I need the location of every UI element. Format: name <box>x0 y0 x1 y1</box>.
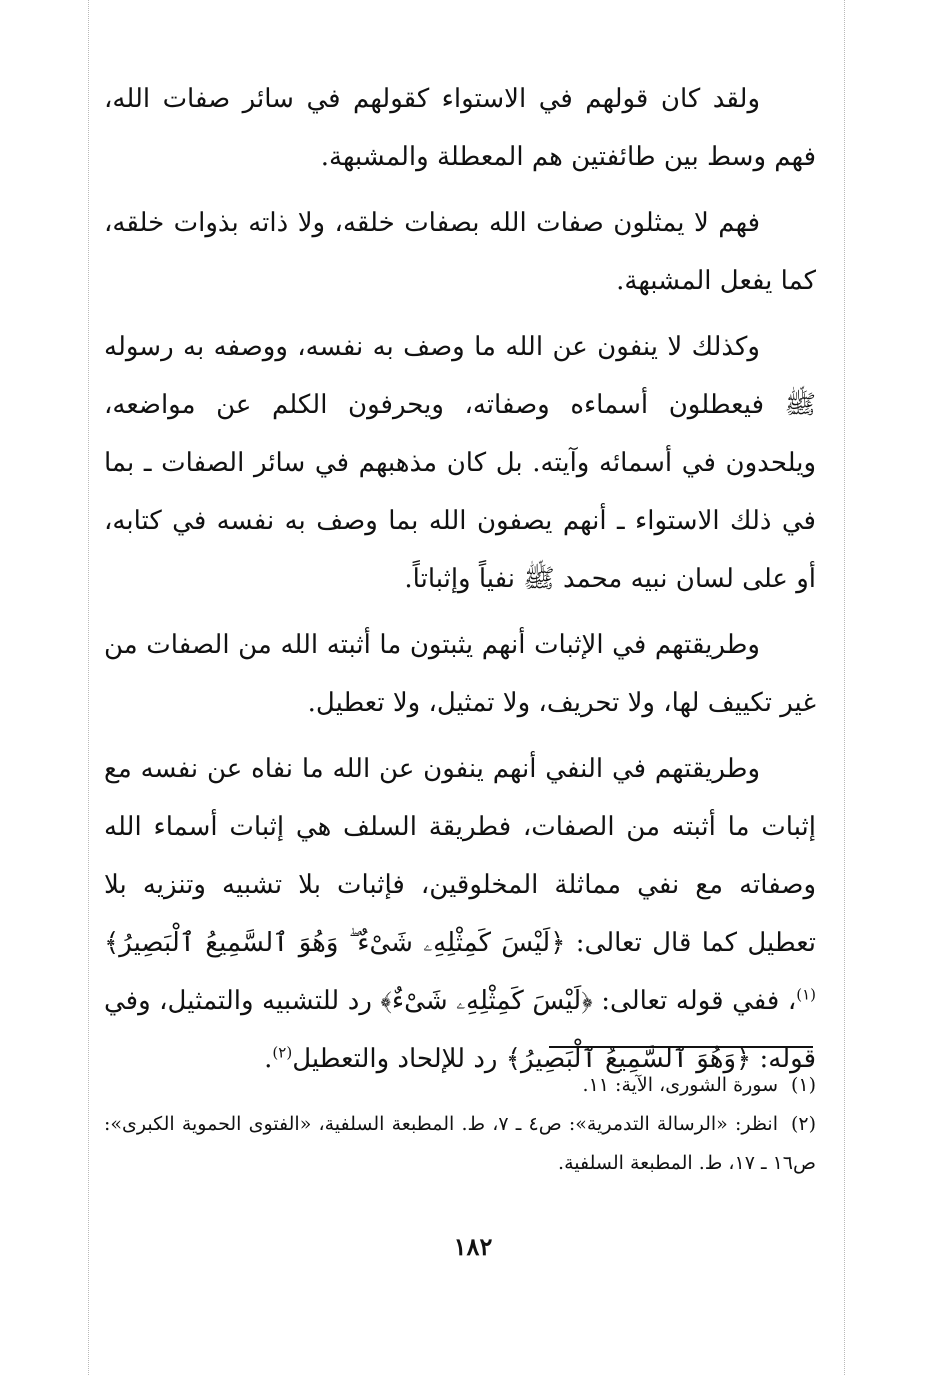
paragraph-text: رد للإلحاد والتعطيل <box>292 1044 506 1074</box>
footnote <box>104 1105 816 1183</box>
paragraph-with-quotes <box>104 740 816 1088</box>
paragraph-text: . <box>264 1044 273 1074</box>
paragraph: وطريقتهم في الإثبات أنهم يثبتون ما أثبته الله من الصفات من غير تكييف لها، ولا تحريف، ولا تمثيل، ولا تعطيل. <box>104 630 816 718</box>
footnote-ref[interactable]: (٢) <box>272 1043 293 1062</box>
footnote-number: (١) <box>790 1074 816 1096</box>
page-number: ١٨٢ <box>453 1232 493 1261</box>
scan-guide-right <box>844 0 845 1375</box>
scan-guide-left <box>88 0 89 1375</box>
paragraph: ولقد كان قولهم في الاستواء كقولهم في سائر صفات الله، فهم وسط بين طائفتين هم المعطلة والمشبهة. <box>104 84 816 172</box>
paragraph-text: ، ففي قوله تعالى: <box>592 986 797 1016</box>
footnotes <box>104 1066 816 1183</box>
footnote-text: سورة الشورى، الآية: ١١. <box>582 1074 778 1096</box>
footnote-separator <box>549 1046 813 1048</box>
footnote-text: انظر: «الرسالة التدمرية»: ص٤ ـ ٧، ط. المطبعة السلفية، «الفتوى الحموية الكبرى»: ص١٦ ـ ١٧، ط. المطبعة السلفية. <box>104 1113 816 1174</box>
footnote-number: (٢) <box>790 1113 816 1135</box>
paragraph: فهم لا يمثلون صفات الله بصفات خلقه، ولا ذاته بذوات خلقه، كما يفعل المشبهة. <box>104 208 816 296</box>
quran-quote: ﴿لَيْسَ كَمِثْلِهِۦ شَىْءٌ ۖ وَهُوَ ٱلسَّمِيعُ ٱلْبَصِيرُ﴾ <box>104 928 566 958</box>
footnote <box>104 1066 816 1105</box>
paragraph-text: وطريقتهم في النفي أنهم ينفون عن الله ما نفاه عن نفسه مع إثبات ما أثبته من الصفات، فطريقة السلف هي إثبات أسماء الله وصفاته مع نفي مماثلة المخلوقين، فإثبات بلا تشبيه وتنزيه بلا تعطيل كما قال تعالى: <box>104 754 817 958</box>
quran-quote: ﴿وَهُوَ ٱلسَّمِيعُ ٱلْبَصِيرُ﴾ <box>505 1044 752 1074</box>
paragraph: وكذلك لا ينفون عن الله ما وصف به نفسه، ووصفه به رسوله ﷺ فيعطلون أسماءه وصفاته، ويحرفون الكلم عن مواضعه، ويلحدون في أسمائه وآيته. بل كان مذهبهم في سائر الصفات ـ بما في ذلك الاستواء ـ أنهم يصفون الله بما وصف به نفسه في كتابه، أو على لسان نبيه محمد ﷺ نفياً وإثباتاً. <box>104 332 816 594</box>
quran-quote: ﴿لَيْسَ كَمِثْلِهِۦ شَىْءٌ﴾ <box>380 986 593 1016</box>
page-body <box>104 70 816 1096</box>
footnote-ref[interactable]: (١) <box>796 985 817 1004</box>
paragraph-text: رد للتشبيه والتمثيل، وفي قوله: <box>104 986 816 1074</box>
